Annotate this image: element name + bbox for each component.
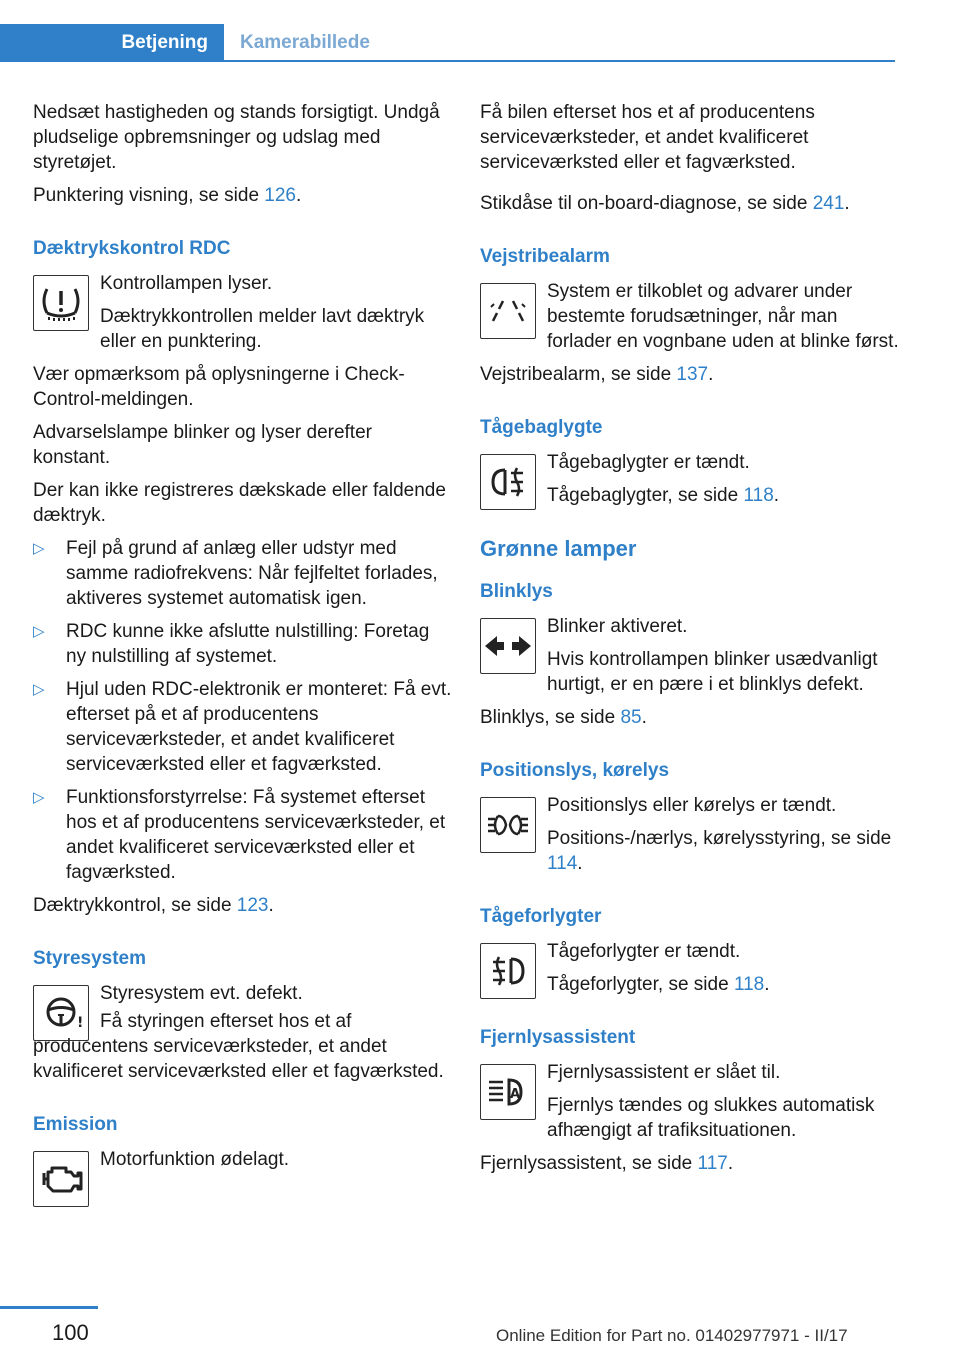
page-link[interactable]: 137 <box>676 364 709 385</box>
lamp-position-lights <box>480 793 900 876</box>
lamp-text-line: Hvis kontrollampen blinker usædvanligt hurtigt, er en pære i et blinklys defekt. <box>547 649 878 695</box>
page-link[interactable]: 117 <box>697 1153 728 1174</box>
paragraph-ref <box>480 191 900 216</box>
edition-text: Online Edition for Part no. 01402977971 - II/17 <box>496 1326 848 1345</box>
paragraph: Der kan ikke registreres dækskade eller faldende dæktryk. <box>33 480 446 526</box>
page-header <box>0 24 895 62</box>
ref-text: Stikdåse til on-board-diagnose, se side <box>480 193 813 214</box>
list-item-text: Fejl på grund af anlæg eller udstyr med samme radiofrekvens: Når fejlfeltet forlades, aktiveres systemet automatisk igen. <box>66 538 438 609</box>
paragraph-ref <box>480 362 900 387</box>
rear-fog-light-icon <box>480 454 536 510</box>
paragraph-ref <box>33 183 453 208</box>
tab-kamerabillede[interactable]: Kamerabillede <box>240 32 370 53</box>
turn-signal-arrows-icon <box>480 618 536 674</box>
ref-end: . <box>268 895 274 916</box>
page-link[interactable]: 85 <box>620 707 642 728</box>
ref-end: . <box>577 853 583 874</box>
section-title-lane: Vejstribealarm <box>480 246 610 267</box>
bullet-list <box>33 536 453 885</box>
ref-end: . <box>773 485 780 506</box>
lamp-emission <box>33 1147 453 1203</box>
list-item <box>33 677 453 777</box>
ref-text: Positions-/nærlys, kørelysstyring, se side <box>547 828 892 849</box>
ref-text: Tågebaglygter, se side <box>547 485 744 506</box>
page-number: 100 <box>52 1320 89 1345</box>
paragraph: Nedsæt hastigheden og stands forsigtigt. Undgå pludselige opbremsninger og udslag med styretøjet. <box>33 102 440 173</box>
section-title-steering: Styresystem <box>33 948 147 969</box>
lamp-steering <box>33 981 453 1037</box>
lamp-text-line: Tågeforlygter er tændt. <box>547 941 741 962</box>
ref-text: Punktering visning, se side <box>33 185 265 206</box>
lamp-text-line: Dæktrykkontrollen melder lavt dæktryk eller en punktering. <box>100 306 425 352</box>
paragraph: Advarselslampe blinker og lyser derefter konstant. <box>33 422 372 468</box>
lamp-rdc <box>33 271 453 354</box>
paragraph: Få bilen efterset hos et af producentens serviceværksteder, et andet kvalificeret serviceværksted eller et fagværksted. <box>480 102 815 173</box>
section-title-front-fog: Tågeforlygter <box>480 906 602 927</box>
section-title-turn-signal: Blinklys <box>480 581 553 602</box>
ref-end: . <box>844 193 850 214</box>
ref-text: Tågeforlygter, se side <box>547 974 734 995</box>
page-link[interactable]: 241 <box>812 193 845 214</box>
triangle-bullet-icon: ▷ <box>33 623 45 640</box>
paragraph-ref <box>33 893 453 918</box>
list-item <box>33 619 453 669</box>
front-fog-light-icon <box>480 943 536 999</box>
list-item-text: Hjul uden RDC-elektronik er monteret: Få evt. efterset på et af producentens serviceværksteder, et andet kvalificeret serviceværksted eller et fagværksted. <box>66 679 452 775</box>
ref-end: . <box>708 364 714 385</box>
right-column <box>480 100 900 1184</box>
lamp-text-line: System er tilkoblet og advarer under bestemte forudsætninger, når man forlader en vognbane uden at blinke først. <box>547 281 899 352</box>
triangle-bullet-icon: ▷ <box>33 540 45 557</box>
lamp-text-line: Tågebaglygter er tændt. <box>547 452 750 473</box>
lamp-rear-fog <box>480 450 900 508</box>
section-title-rdc: Dæktrykskontrol RDC <box>33 238 231 259</box>
ref-end: . <box>727 1153 734 1174</box>
lamp-text-ref <box>547 483 900 508</box>
page-link[interactable]: 118 <box>743 485 774 506</box>
lamp-text-line: Motorfunktion ødelagt. <box>100 1149 290 1170</box>
paragraph: Vær opmærksom på oplysningerne i Check-Control-meldingen. <box>33 364 405 410</box>
lamp-text-line: Styresystem evt. defekt. <box>100 983 303 1004</box>
lamp-front-fog <box>480 939 900 997</box>
position-lights-icon <box>480 797 536 853</box>
lane-departure-icon <box>480 283 536 339</box>
ref-end: . <box>641 707 647 728</box>
page-link[interactable]: 118 <box>733 974 765 995</box>
section-title-position-lights: Positionslys, kørelys <box>480 760 670 781</box>
lamp-text-line: Kontrollampen lyser. <box>100 273 273 294</box>
lamp-lane <box>480 279 900 354</box>
page-link[interactable]: 114 <box>547 853 578 874</box>
ref-end: . <box>764 974 770 995</box>
page-link[interactable]: 123 <box>236 895 269 916</box>
ref-text: Vejstribealarm, se side <box>480 364 677 385</box>
tab-betjening[interactable]: Betjening <box>0 24 224 62</box>
lamp-text-ref <box>547 826 900 876</box>
lamp-text-line: Fjernlysassistent er slået til. <box>547 1062 781 1083</box>
ref-end: . <box>296 185 302 206</box>
section-title-rear-fog: Tågebaglygte <box>480 417 603 438</box>
list-item <box>33 785 453 885</box>
triangle-bullet-icon: ▷ <box>33 789 45 806</box>
lamp-text-line: Fjernlys tændes og slukkes automatisk afhængigt af trafiksituationen. <box>547 1095 875 1141</box>
tire-pressure-icon <box>33 275 89 331</box>
footer-divider <box>0 1306 98 1309</box>
ref-text: Dæktrykkontrol, se side <box>33 895 237 916</box>
page-link[interactable]: 126 <box>264 185 296 206</box>
section-title-emission: Emission <box>33 1114 118 1135</box>
lamp-high-beam-assist <box>480 1060 900 1143</box>
section-title-high-beam-assist: Fjernlysassistent <box>480 1027 636 1048</box>
paragraph: Få styringen efterset hos et af producentens serviceværksteder, et andet kvalificeret serviceværksted eller et fagværksted. <box>33 1011 444 1082</box>
steering-wheel-icon <box>33 985 89 1041</box>
ref-text: Fjernlysassistent, se side <box>480 1153 698 1174</box>
section-heading-green-lamps: Grønne lamper <box>480 536 637 561</box>
high-beam-assist-icon <box>480 1064 536 1120</box>
list-item-text: Funktionsforstyrrelse: Få systemet efterset hos et af producentens serviceværksteder, et andet kvalificeret serviceværksted eller et fagværksted. <box>66 787 446 883</box>
lamp-turn-signal <box>480 614 900 697</box>
triangle-bullet-icon: ▷ <box>33 681 45 698</box>
engine-icon <box>33 1151 89 1207</box>
paragraph-ref <box>480 1151 900 1176</box>
svg-text:!: ! <box>77 1015 84 1031</box>
svg-text:A: A <box>510 1087 521 1102</box>
left-column <box>33 100 453 1211</box>
lamp-text-line: Blinker aktiveret. <box>547 616 688 637</box>
list-item <box>33 536 453 611</box>
paragraph-ref <box>480 705 900 730</box>
ref-text: Blinklys, se side <box>480 707 621 728</box>
lamp-text-line: Positionslys eller kørelys er tændt. <box>547 795 837 816</box>
list-item-text: RDC kunne ikke afslutte nulstilling: Foretag ny nulstilling af systemet. <box>66 621 430 667</box>
lamp-text-ref <box>547 972 900 997</box>
